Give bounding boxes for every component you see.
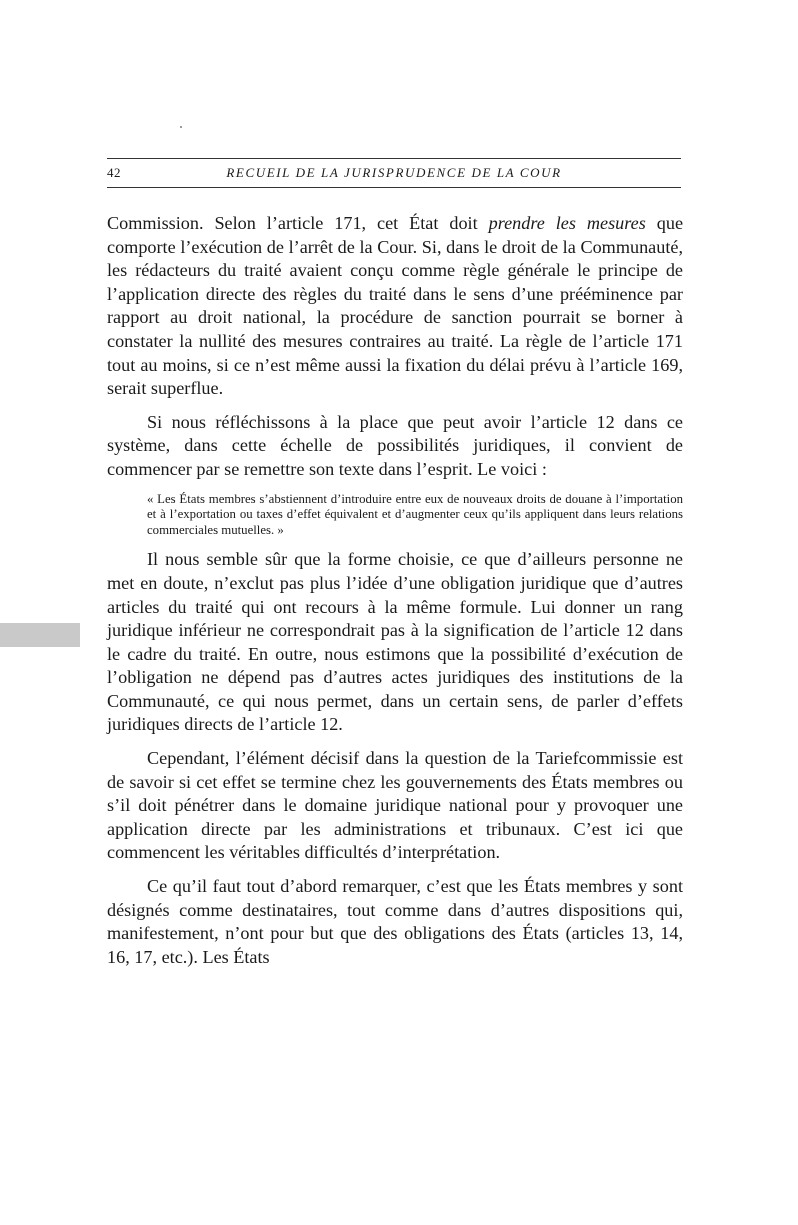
paragraph-1-start: Commission. Selon l’article 171, cet État doit [107, 213, 489, 233]
paragraph-1-rest: que comporte l’exécution de l’arrêt de la Cour. Si, dans le droit de la Communauté, les rédacteurs du traité avaient conçu comme règle générale le principe de l’application directe des règles du traité dans le sens d’une prééminence par rapport au droit national, la procédure de sanction pourrait se borner à constater la nullité des mesures contraires au traité. La règle de l’article 171 tout au moins, si ce n’est même aussi la fixation du délai prévu à l’article 169, serait superflue. [107, 213, 684, 399]
scan-speck [180, 126, 182, 128]
paragraph-1 [107, 212, 683, 401]
paragraph-4: Cependant, l’élément décisif dans la question de la Tariefcommissie est de savoir si cet effet se termine chez les gouvernements des États membres ou s’il doit pénétrer dans le domaine juridique national pour y provoquer une application directe par les administrations et tribunaux. C’est ici que commencent les véritables difficultés d’interprétation. [107, 748, 683, 863]
paragraph-3: Il nous semble sûr que la forme choisie, ce que d’ailleurs personne ne met en doute, n’exclut pas plus l’idée d’une obligation juridique que d’autres articles du traité qui ont recours à la même formule. Lui donner un rang juridique inférieur ne correspondrait pas à la signification de l’article 12 dans le cadre du traité. En outre, nous estimons que la possibilité d’exécution de l’obligation ne dépend pas d’autres actes juridiques des institutions de la Communauté, ce qui nous permet, dans un certain sens, de parler d’effets juridiques directs de l’article 12. [107, 549, 683, 735]
paragraph-5: Ce qu’il faut tout d’abord remarquer, c’est que les États membres y sont désignés comme destinataires, tout comme dans d’autres dispositions qui, manifestement, n’ont pour but que des obligations des États (articles 13, 14, 16, 17, etc.). Les États [107, 876, 683, 967]
paragraph-1-emphasis: prendre les mesures [488, 213, 646, 233]
page-number: 42 [107, 165, 121, 180]
running-title: RECUEIL DE LA JURISPRUDENCE DE LA COUR [226, 165, 562, 180]
running-header [107, 158, 681, 188]
margin-thumb-tab [0, 623, 80, 647]
block-quote-article-12: « Les États membres s’abstiennent d’introduire entre eux de nouveaux droits de douane à l’importation et à l’exportation ou taxes d’effet équivalent et d’augmenter ceux qu’ils appliquent dans leurs relations commerciales mutuelles. » [147, 491, 683, 537]
page-body [107, 212, 683, 969]
paragraph-2: Si nous réfléchissons à la place que peut avoir l’article 12 dans ce système, dans cette échelle de possibilités juridiques, il convient de commencer par se remettre son texte dans l’esprit. Le voici : [107, 411, 683, 479]
